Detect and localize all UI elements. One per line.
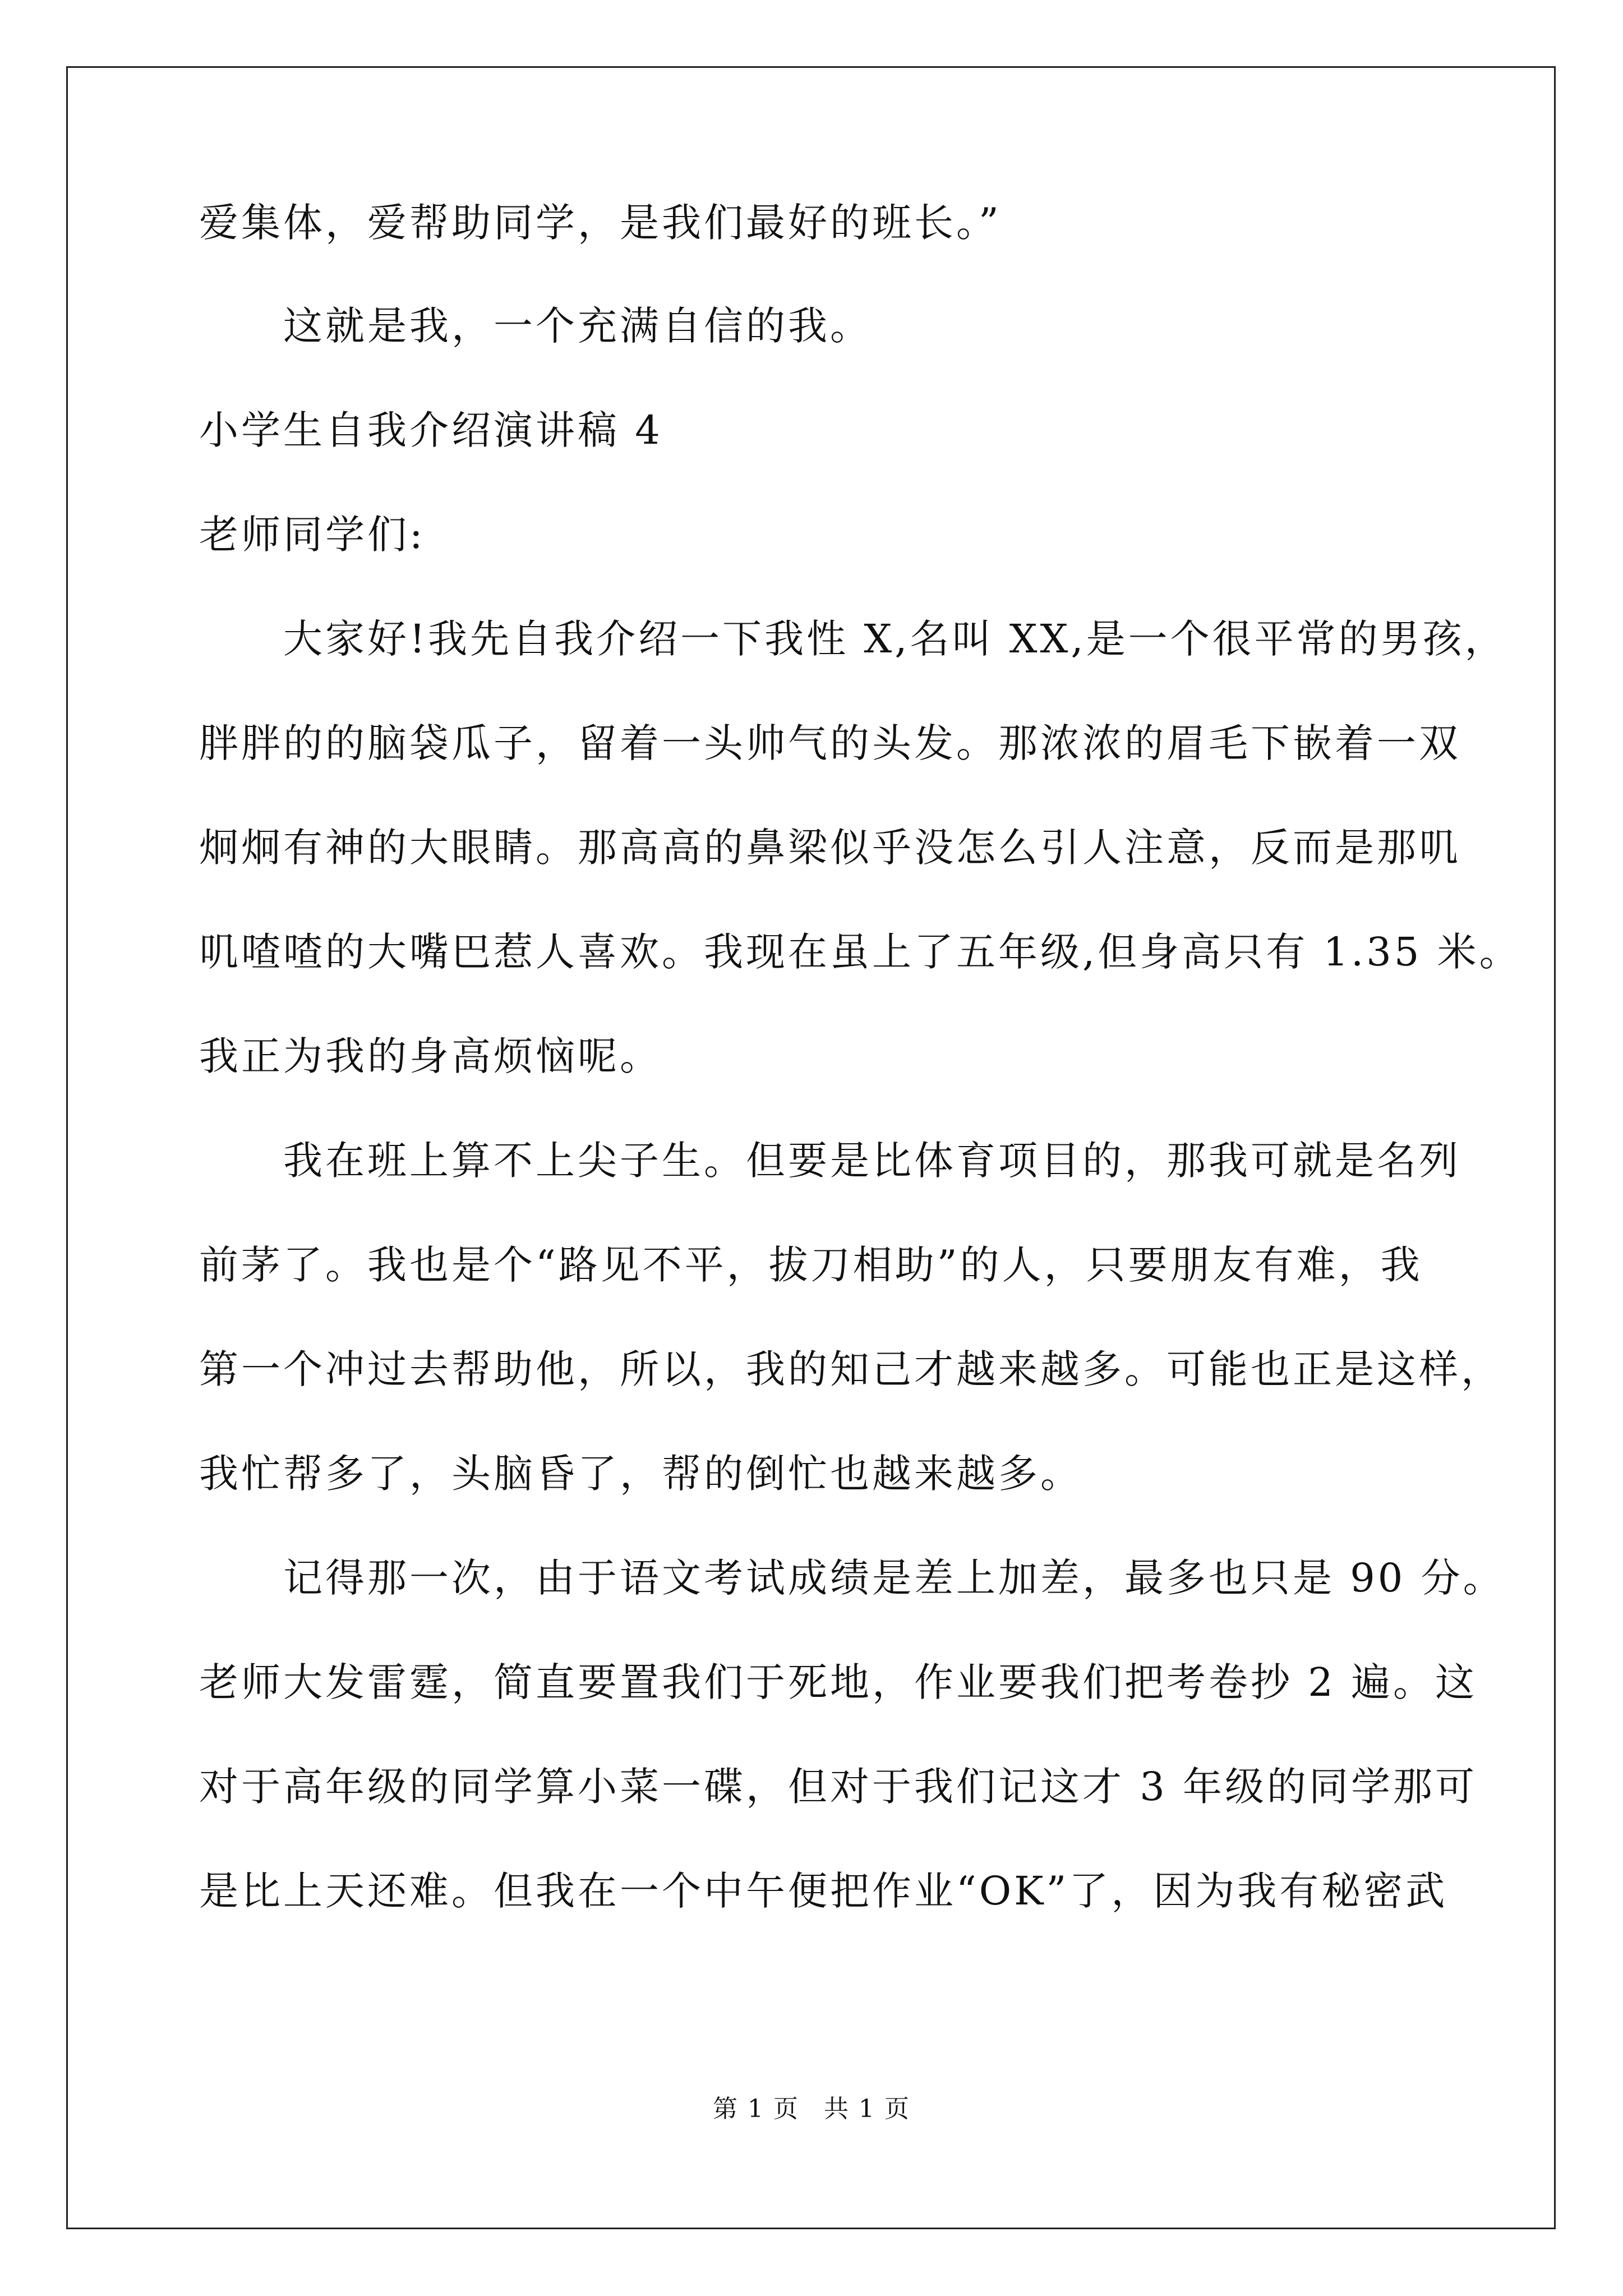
text-line: 是比上天还难。但我在一个中午便把作业“OK”了，因为我有秘密武 [199, 1868, 1448, 1914]
text-line: 我忙帮多了，头脑昏了，帮的倒忙也越来越多。 [199, 1451, 1082, 1497]
text-line: 我正为我的身高烦恼呢。 [199, 1033, 662, 1079]
text-line: 这就是我，一个充满自信的我。 [283, 303, 872, 349]
page-number-total: 共 1 页 [824, 2095, 910, 2123]
text-line: 叽喳喳的大嘴巴惹人喜欢。我现在虽上了五年级,但身高只有 1.35 米。 [199, 929, 1521, 975]
text-line: 对于高年级的同学算小菜一碟，但对于我们记这才 3 年级的同学那可 [199, 1764, 1478, 1810]
page-number-current: 第 1 页 [713, 2095, 799, 2123]
text-line: 前茅了。我也是个“路见不平，拔刀相助”的人，只要朋友有难，我 [199, 1242, 1423, 1288]
text-line: 第一个冲过去帮助他，所以，我的知己才越来越多。可能也正是这样， [199, 1346, 1503, 1392]
text-line: 炯炯有神的大眼睛。那高高的鼻梁似乎没怎么引人注意，反而是那叽 [199, 825, 1461, 871]
text-line: 记得那一次，由于语文考试成绩是差上加差，最多也只是 90 分。 [283, 1555, 1505, 1601]
text-line: 胖胖的的脑袋瓜子，留着一头帅气的头发。那浓浓的眉毛下嵌着一双 [199, 720, 1461, 766]
text-line: 大家好!我先自我介绍一下我性 X,名叫 XX,是一个很平常的男孩， [283, 616, 1507, 662]
text-line: 老师大发雷霆，简直要置我们于死地，作业要我们把考卷抄 2 遍。这 [199, 1659, 1478, 1705]
section-heading: 小学生自我介绍演讲稿 4 [199, 407, 663, 453]
text-line: 爱集体，爱帮助同学，是我们最好的班长。” [199, 200, 1002, 246]
salutation: 老师同学们: [199, 512, 426, 558]
page-footer [0, 2092, 1623, 2126]
text-line: 我在班上算不上尖子生。但要是比体育项目的，那我可就是名列 [283, 1138, 1461, 1184]
